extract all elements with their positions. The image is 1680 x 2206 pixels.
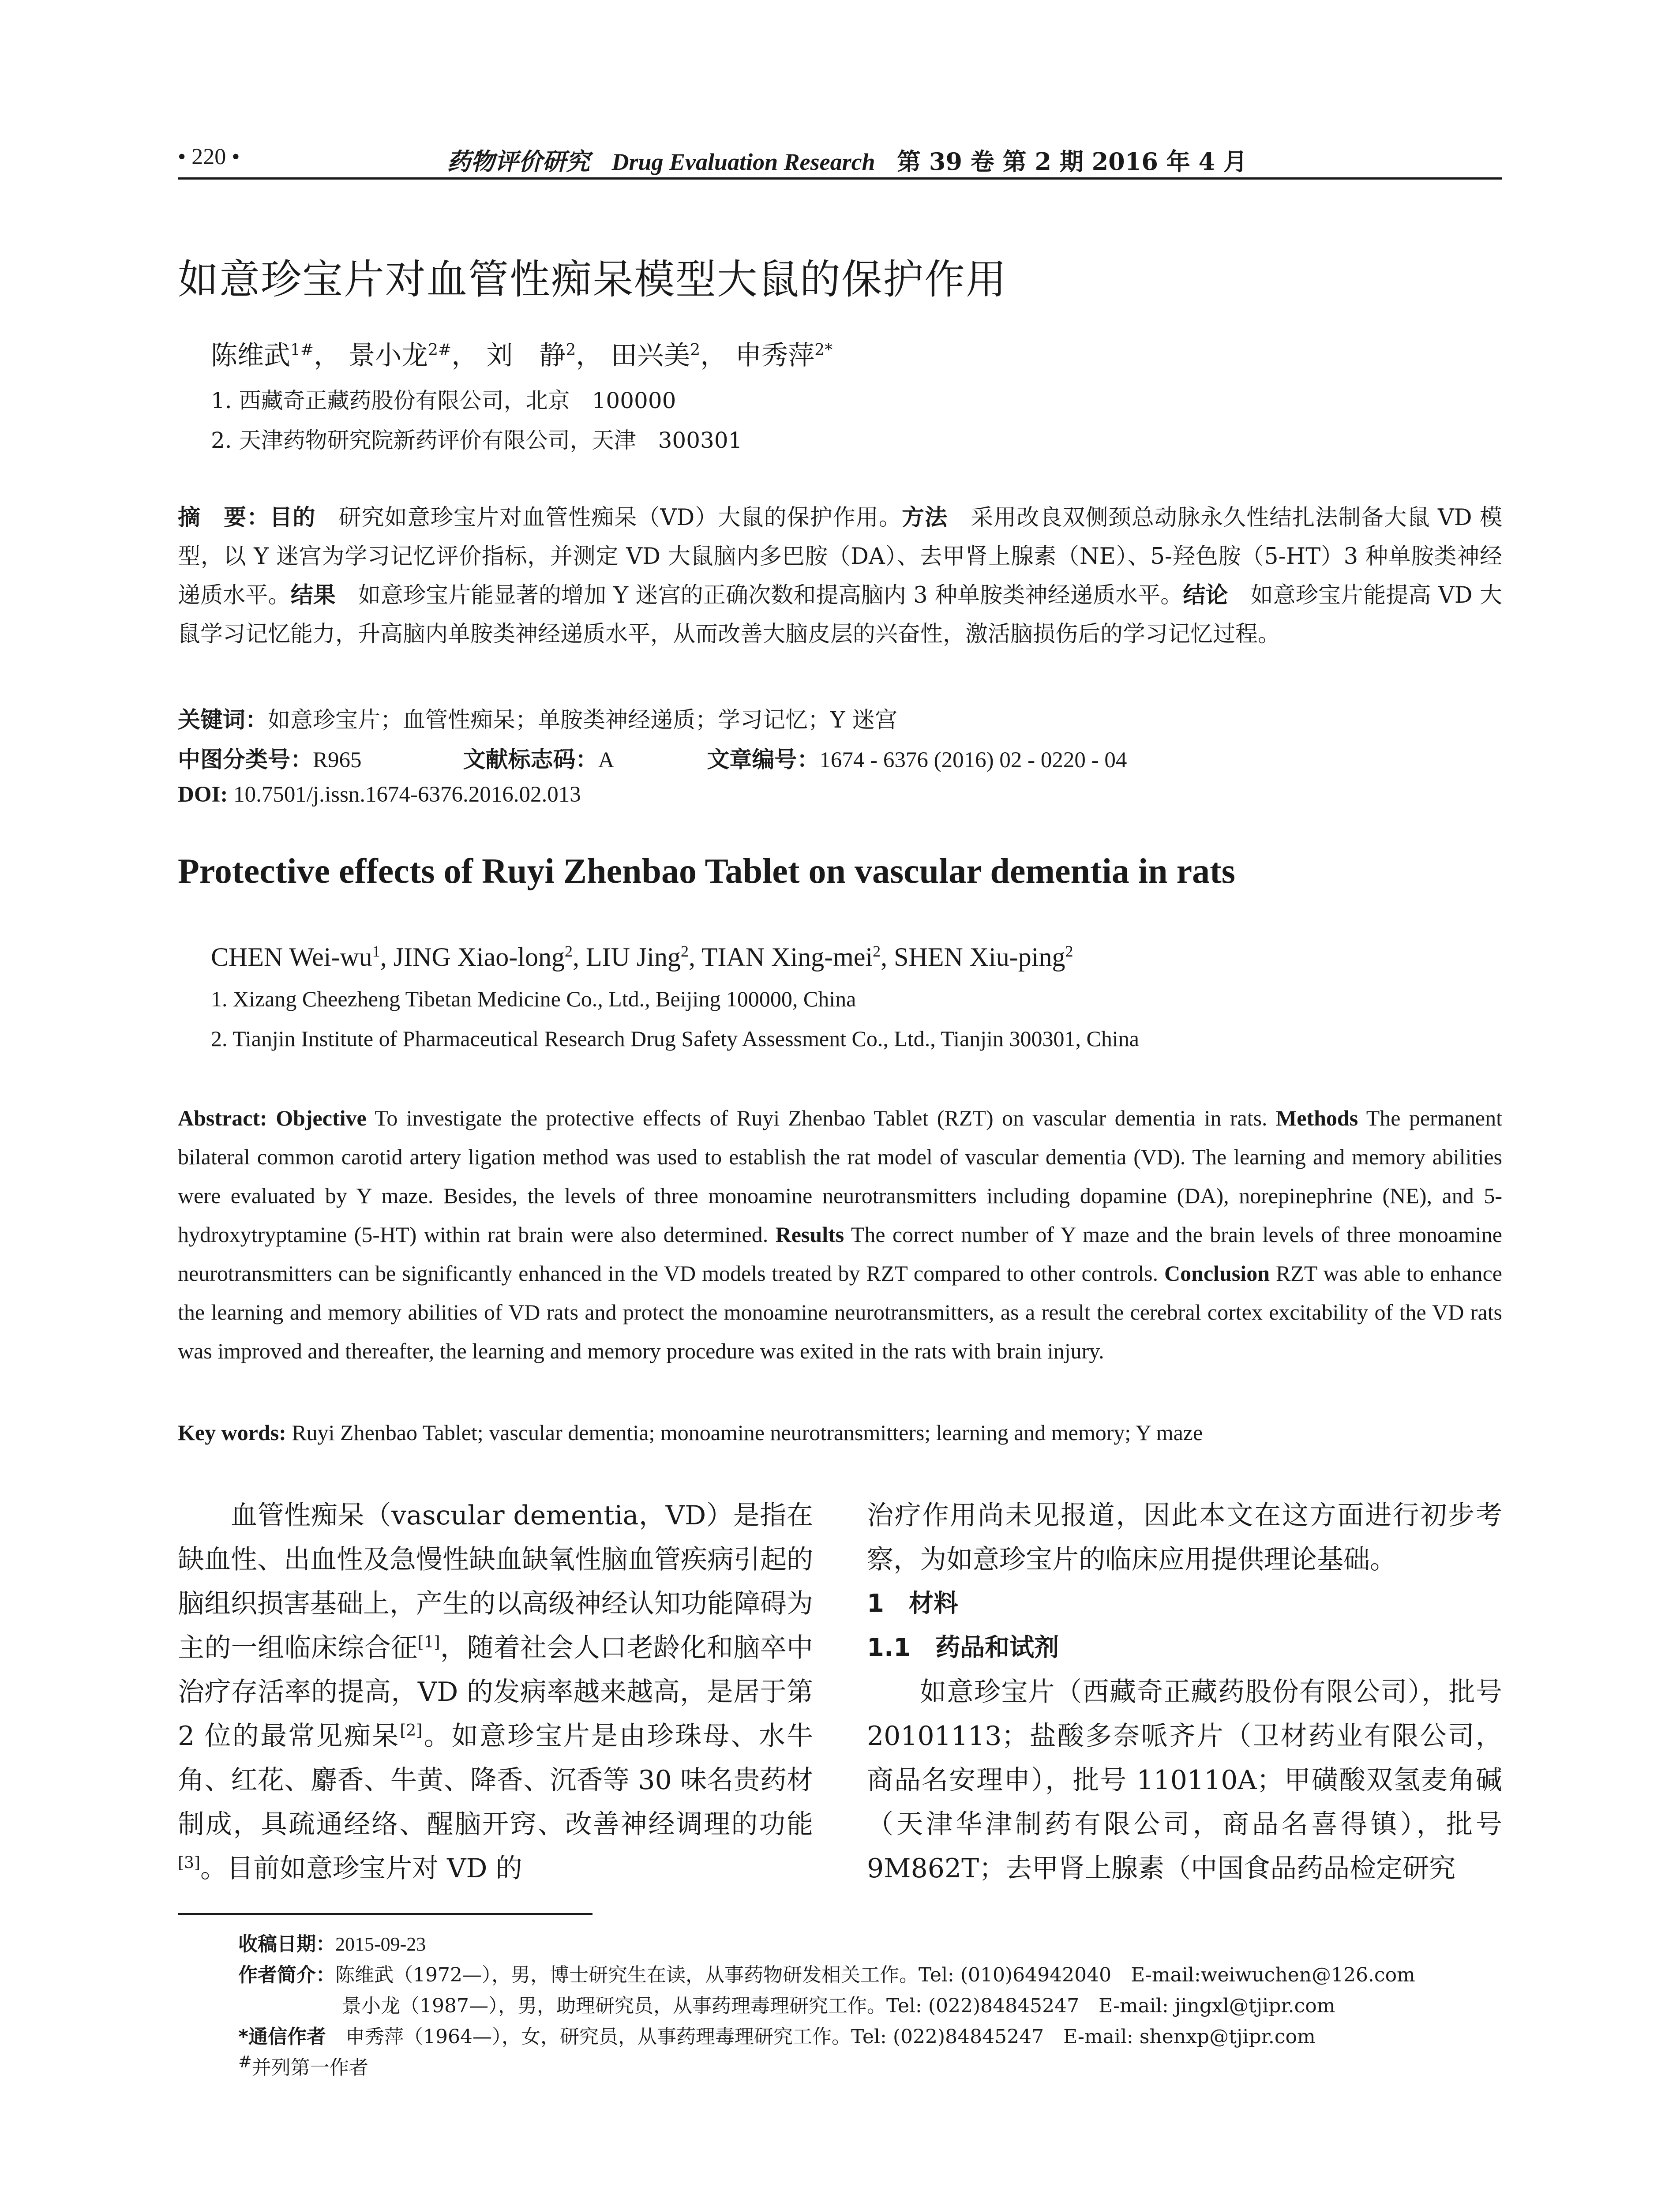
- author-name: SHEN Xiu-ping: [894, 942, 1065, 972]
- journal-name: Drug Evaluation Research: [611, 149, 875, 175]
- cofirst-text: 并列第一作者: [251, 2056, 368, 2079]
- objective-text: 研究如意珍宝片对血管性痴呆（VD）大鼠的保护作用。: [315, 505, 902, 531]
- author-name: 陈维武: [211, 340, 290, 371]
- page-number: • 220 •: [178, 144, 240, 169]
- chinese-authors: 陈维武$^{1\#}$， 景小龙$^{2\#}$， 刘 静$^2$， 田兴美$^2$， 申秀萍$^{2*}$: [211, 340, 833, 371]
- methods-label: 方法: [902, 505, 948, 531]
- article-no-value: 1674 - 6376 (2016) 02 - 0220 - 04: [819, 748, 1127, 773]
- author-sup: 2: [690, 341, 701, 359]
- affiliation-cn-2: 2. 天津药物研究院新药评价有限公司，天津 300301: [211, 428, 742, 453]
- keywords-label: 关键词：: [178, 707, 268, 733]
- author-sup: 2#: [428, 341, 452, 359]
- body-paragraph: 如意珍宝片（西藏奇正藏药股份有限公司），批号 20101113；盐酸多奈哌齐片（卫材药业有限公司，商品名安理申），批号 110110A；甲磺酸双氢麦角碱（天津华津制药有限公司，商品名喜得镇），批号 9M862T；去甲肾上腺素（中国食品药品检定研究: [867, 1677, 1502, 1884]
- english-authors: CHEN Wei-$wu^1$, JING Xiao-long$^2$, LIU Jing$^2$, TIAN Xing-mei$^2$, SHEN Xiu-ping$^2$: [211, 942, 1073, 972]
- footnote-rule: [178, 1913, 592, 1915]
- conclusion-text: 如意珍宝片能提高 VD 大鼠学习记忆能力，升高脑内单胺类神经递质水平，从而改善大脑皮层的兴奋性，激活脑损伤后的学习记忆过程。: [178, 582, 1502, 647]
- citation[interactable]: [1]: [417, 1633, 440, 1651]
- affiliation-cn-1: 1. 西藏奇正藏药股份有限公司，北京 100000: [211, 388, 676, 413]
- conclusion-text: RZT was able to enhance the learning and memory abilities of VD rats and protect the monoamine neurotransmitters, as a result the cerebral cortex excitability of the VD rats was improved and thereafter, the learning and memory procedure was exited in the rats with brain injury.: [178, 1261, 1502, 1363]
- english-abstract: [178, 1099, 1502, 1370]
- doi-label: DOI:: [178, 782, 228, 807]
- section-heading: 1 材料: [867, 1589, 958, 1618]
- clc-label: 中图分类号：: [178, 747, 313, 773]
- author-name: JING Xiao-long: [393, 942, 565, 972]
- footnote-bio-1: [238, 1959, 1415, 1987]
- keywords-text: 如意珍宝片；血管性痴呆；单胺类神经递质；学习记忆；Y 迷宫: [268, 707, 897, 733]
- results-text: 如意珍宝片能显著的增加 Y 迷宫的正确次数和提高脑内 3 种单胺类神经递质水平。: [335, 582, 1183, 608]
- methods-text: The permanent bilateral common carotid artery ligation method was used to establish the rat model of vascular dementia (VD). The learning and memory abilities were evaluated by Y maze. Besides, the levels of three monoamine neurotransmitters including dopamine (DA), norepinephrine (NE), and 5-hydroxytryptamine (5-HT) within rat brain were also determined.: [178, 1106, 1502, 1247]
- chinese-title: 如意珍宝片对血管性痴呆模型大鼠的保护作用: [178, 256, 1008, 303]
- abstract-label: 摘 要：: [178, 505, 270, 531]
- article-no-label: 文章编号：: [707, 747, 820, 773]
- bio-text: 陈维武（1972—），男，博士研究生在读，从事药物研发相关工作。Tel: (010)64942040 E-mail:weiwuchen@126.com: [335, 1964, 1415, 1986]
- chinese-abstract: [178, 499, 1502, 654]
- author-name: 申秀萍: [735, 340, 815, 371]
- affiliation-en-1: 1. Xizang Cheezheng Tibetan Medicine Co., Ltd., Beijing 100000, China: [211, 987, 856, 1011]
- author-sup: 1: [372, 942, 380, 960]
- author-name: LIU Jing: [585, 942, 681, 972]
- author-sup: 1#: [290, 341, 314, 359]
- body-paragraph: 治疗作用尚未见报道，因此本文在这方面进行初步考察，为如意珍宝片的临床应用提供理论基础。: [867, 1500, 1502, 1575]
- objective-text: To investigate the protective effects of Ruyi Zhenbao Tablet (RZT) on vascular dementia in rats.: [366, 1106, 1276, 1130]
- journal-line: [447, 143, 1247, 177]
- corresponding-text: 申秀萍（1964—），女，研究员，从事药理毒理研究工作。Tel: (022)84845247 E-mail: shenxp@tjipr.com: [345, 2026, 1316, 2048]
- author-name: CHEN Wei-wu: [211, 942, 372, 972]
- bio-label: 作者简介：: [238, 1964, 335, 1986]
- body-paragraph: 血管性痴呆（vascular dementia，VD）是指在缺血性、出血性及急慢性缺血缺氧性脑血管疾病引起的脑组织损害基础上，产生的以高级神经认知功能障碍为主的一组临床综合征[1]，随着社会人口老龄化和脑卒中治疗存活率的提高，VD 的发病率越来越高，是居于第 2 位的最常见痴呆[2]。如意珍宝片是由珍珠母、水牛角、红花、麝香、牛黄、降香、沉香等 30 味名贵药材制成，具疏通经络、醒脑开窍、改善神经调理的功能[3]。目前如意珍宝片对 VD 的: [178, 1500, 814, 1884]
- objective-label: 目的: [270, 505, 316, 531]
- author-sup: 2: [566, 341, 576, 359]
- doc-code-value: A: [598, 748, 615, 773]
- results-label: Results: [775, 1222, 844, 1247]
- doi-value[interactable]: 10.7501/j.issn.1674-6376.2016.02.013: [228, 782, 581, 807]
- affiliation-en-2: 2. Tianjin Institute of Pharmaceutical Research Drug Safety Assessment Co., Ltd., Tianjin 300301, China: [211, 1026, 1139, 1051]
- footnote-received: [238, 1928, 426, 1956]
- citation[interactable]: [3]: [178, 1854, 200, 1872]
- keywords-en: [178, 1420, 1203, 1445]
- author-name: TIAN Xing-mei: [701, 942, 873, 972]
- clc-value: R965: [313, 748, 362, 773]
- author-name: 田兴美: [611, 340, 690, 371]
- running-header: [178, 140, 1502, 176]
- author-name: 景小龙: [349, 340, 428, 371]
- doi-line: [178, 782, 581, 807]
- methods-text: 采用改良双侧颈总动脉永久性结扎法制备大鼠 VD 模型，以 Y 迷宫为学习记忆评价指标，并测定 VD 大鼠脑内多巴胺（DA）、去甲肾上腺素（NE）、5-羟色胺（5-HT）3 种单胺类神经递质水平。: [178, 505, 1502, 608]
- abstract-objective-label: Abstract: Objective: [178, 1106, 367, 1130]
- author-sup: 2: [1065, 942, 1073, 960]
- methods-label: Methods: [1276, 1106, 1358, 1130]
- footnote-bio-2: 景小龙（1987—），男，助理研究员，从事药理毒理研究工作。Tel: (022)84845247 E-mail: jingxl@tjipr.com: [342, 1995, 1335, 2017]
- classification-line: [178, 741, 1127, 774]
- results-label: 结果: [290, 582, 336, 608]
- author-sup: 2: [873, 942, 881, 960]
- subsection-heading: 1.1 药品和试剂: [867, 1633, 1059, 1662]
- header-rule: [178, 177, 1502, 180]
- footnote-corresponding: [238, 2021, 1316, 2049]
- english-title: Protective effects of Ruyi Zhenbao Tablet on vascular dementia in rats: [178, 852, 1235, 891]
- author-sup: 2*: [814, 341, 833, 359]
- footnote-cofirst: [238, 2052, 368, 2080]
- author-sup: 2: [680, 942, 689, 960]
- keywords-text: Ruyi Zhenbao Tablet; vascular dementia; monoamine neurotransmitters; learning and memory; Y maze: [286, 1420, 1203, 1445]
- received-label: 收稿日期：: [238, 1933, 335, 1955]
- received-date: 2015-09-23: [335, 1933, 426, 1955]
- cofirst-mark: #: [238, 2052, 252, 2071]
- doc-code-label: 文献标志码：: [463, 747, 598, 773]
- author-name: 刘 静: [486, 340, 566, 371]
- conclusion-label: Conclusion: [1164, 1261, 1270, 1286]
- body-right-column: [867, 1493, 1502, 1891]
- author-sup: 2: [564, 942, 573, 960]
- results-text: The correct number of Y maze and the brain levels of three monoamine neurotransmitters can be significantly enhanced in the VD models treated by RZT compared to other controls.: [178, 1222, 1503, 1286]
- citation[interactable]: [2]: [400, 1722, 423, 1740]
- body-left-column: [178, 1493, 813, 1891]
- conclusion-label: 结论: [1183, 582, 1228, 608]
- keywords-label: Key words:: [178, 1420, 286, 1445]
- journal-logo: 药物评价研究: [447, 147, 590, 176]
- keywords-cn: [178, 702, 897, 734]
- corresponding-label: *通信作者: [238, 2026, 346, 2048]
- volume-issue-date: 第 39 卷 第 2 期 2016 年 4 月: [897, 147, 1247, 176]
